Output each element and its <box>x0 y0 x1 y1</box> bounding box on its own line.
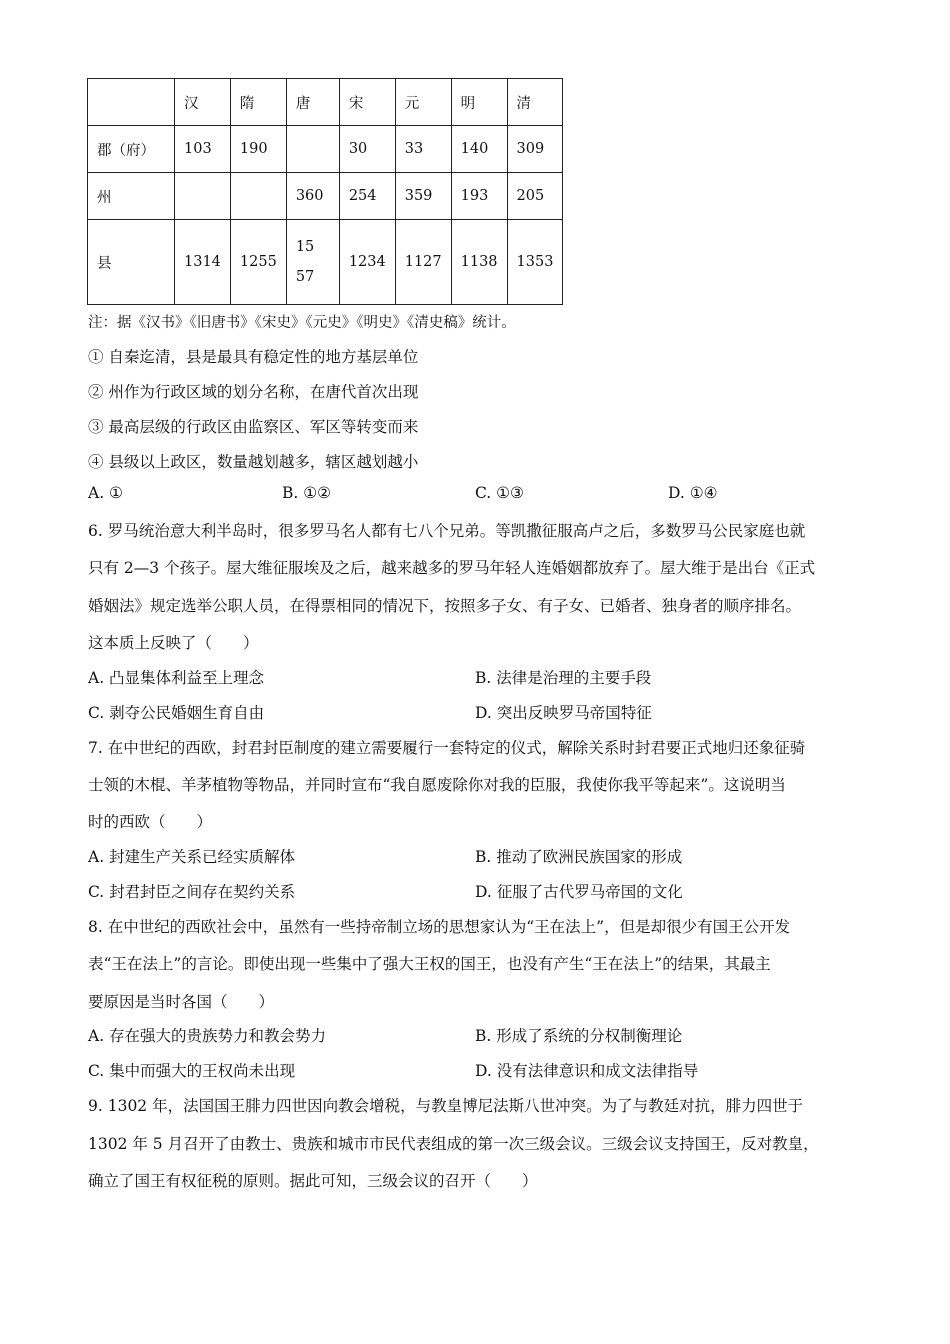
table-header-cell: 隋 <box>230 79 286 126</box>
q7-line: 7. 在中世纪的西欧，封君封臣制度的建立需要履行一套特定的仪式，解除关系时封君要正式地归还象征骑 <box>88 739 806 757</box>
q7-option-d: D. 征服了古代罗马帝国的文化 <box>475 883 683 901</box>
q9-line: 9. 1302 年，法国国王腓力四世因向教会增税，与教皇博尼法斯八世冲突。为了与教廷对抗，腓力四世于 <box>88 1097 804 1115</box>
table-cell: 1255 <box>230 220 286 305</box>
statement-4: ④ 县级以上政区，数量越划越多，辖区越划越小 <box>88 453 419 471</box>
q6-line: 6. 罗马统治意大利半岛时，很多罗马名人都有七八个兄弟。等凯撒征服高卢之后，多数罗马公民家庭也就 <box>88 522 806 540</box>
q5-option-d: D. ①④ <box>668 484 718 502</box>
q8-option-a: A. 存在强大的贵族势力和教会势力 <box>88 1027 327 1045</box>
table-cell: 103 <box>175 126 231 173</box>
statistics-table <box>87 78 563 305</box>
table-row-label: 郡（府） <box>88 126 175 173</box>
statement-1: ① 自秦迄清，县是最具有稳定性的地方基层单位 <box>88 348 419 366</box>
table-cell: 359 <box>395 173 451 220</box>
table-cell: 309 <box>507 126 563 173</box>
q8-option-c: C. 集中而强大的王权尚未出现 <box>88 1062 296 1080</box>
table-row-label: 州 <box>88 173 175 220</box>
q6-option-d: D. 突出反映罗马帝国特征 <box>475 704 652 722</box>
statement-2: ② 州作为行政区域的划分名称，在唐代首次出现 <box>88 383 419 401</box>
q7-option-a: A. 封建生产关系已经实质解体 <box>88 848 296 866</box>
q8-line: 8. 在中世纪的西欧社会中，虽然有一些持帝制立场的思想家认为“王在法上”，但是却很少有国王公开发 <box>88 918 791 936</box>
q6-option-b: B. 法律是治理的主要手段 <box>475 669 652 687</box>
q6-option-a: A. 凸显集体利益至上理念 <box>88 669 265 687</box>
table-cell: 1314 <box>175 220 231 305</box>
table-header-cell: 清 <box>507 79 563 126</box>
q6-line: 这本质上反映了（ ） <box>88 634 259 652</box>
wrapped-value: 1557 <box>295 239 315 285</box>
q5-option-c: C. ①③ <box>475 484 524 502</box>
table-cell: 30 <box>339 126 395 173</box>
table-row <box>88 173 563 220</box>
table-row-label: 县 <box>88 220 175 305</box>
table-cell <box>88 79 175 126</box>
table-header-cell: 宋 <box>339 79 395 126</box>
table-cell: 1353 <box>507 220 563 305</box>
table-header-cell: 元 <box>395 79 451 126</box>
table-cell: 33 <box>395 126 451 173</box>
table-cell: 190 <box>230 126 286 173</box>
q8-line: 表“王在法上”的言论。即使出现一些集中了强大王权的国王，也没有产生“王在法上”的结果，其最主 <box>88 955 771 973</box>
q5-option-b: B. ①② <box>282 484 332 502</box>
table-cell: 1138 <box>451 220 507 305</box>
table-header-cell: 唐 <box>286 79 339 126</box>
q8-option-b: B. 形成了系统的分权制衡理论 <box>475 1027 683 1045</box>
q8-option-d: D. 没有法律意识和成文法律指导 <box>475 1062 699 1080</box>
q6-line: 只有 2—3 个孩子。屋大维征服埃及之后，越来越多的罗马年轻人连婚姻都放弃了。屋大维于是出台《正式 <box>88 559 816 577</box>
table-cell: 205 <box>507 173 563 220</box>
table-cell: 140 <box>451 126 507 173</box>
q5-option-a: A. ① <box>88 484 123 502</box>
table-note: 注：据《汉书》《旧唐书》《宋史》《元史》《明史》《清史稿》统计。 <box>88 315 516 331</box>
q8-line: 要原因是当时各国（ ） <box>88 993 275 1011</box>
q6-line: 婚姻法》规定选举公职人员，在得票相同的情况下，按照多子女、有子女、已婚者、独身者的顺序排名。 <box>88 597 802 615</box>
table-row <box>88 220 563 305</box>
q9-line: 1302 年 5 月召开了由教士、贵族和城市市民代表组成的第一次三级会议。三级会议支持国王，反对教皇， <box>88 1135 819 1153</box>
q9-line: 确立了国王有权征税的原则。据此可知，三级会议的召开（ ） <box>88 1172 538 1190</box>
q7-option-b: B. 推动了欧洲民族国家的形成 <box>475 848 683 866</box>
table-row <box>88 126 563 173</box>
table-cell: 360 <box>286 173 339 220</box>
q7-line: 时的西欧（ ） <box>88 813 213 831</box>
statement-3: ③ 最高层级的行政区由监察区、军区等转变而来 <box>88 418 419 436</box>
table-cell <box>175 173 231 220</box>
table-cell <box>230 173 286 220</box>
table-cell: 1234 <box>339 220 395 305</box>
q7-line: 士领的木棍、羊茅植物等物品，并同时宣布“我自愿废除你对我的臣服，我使你我平等起来”。这说明当 <box>88 776 786 794</box>
table-cell <box>286 220 339 305</box>
table-cell: 254 <box>339 173 395 220</box>
table-cell: 1127 <box>395 220 451 305</box>
table-header-cell: 汉 <box>175 79 231 126</box>
q7-option-c: C. 封君封臣之间存在契约关系 <box>88 883 296 901</box>
table-cell <box>286 126 339 173</box>
table-cell: 193 <box>451 173 507 220</box>
table-header-cell: 明 <box>451 79 507 126</box>
q6-option-c: C. 剥夺公民婚姻生育自由 <box>88 704 265 722</box>
table-header-row <box>88 79 563 126</box>
